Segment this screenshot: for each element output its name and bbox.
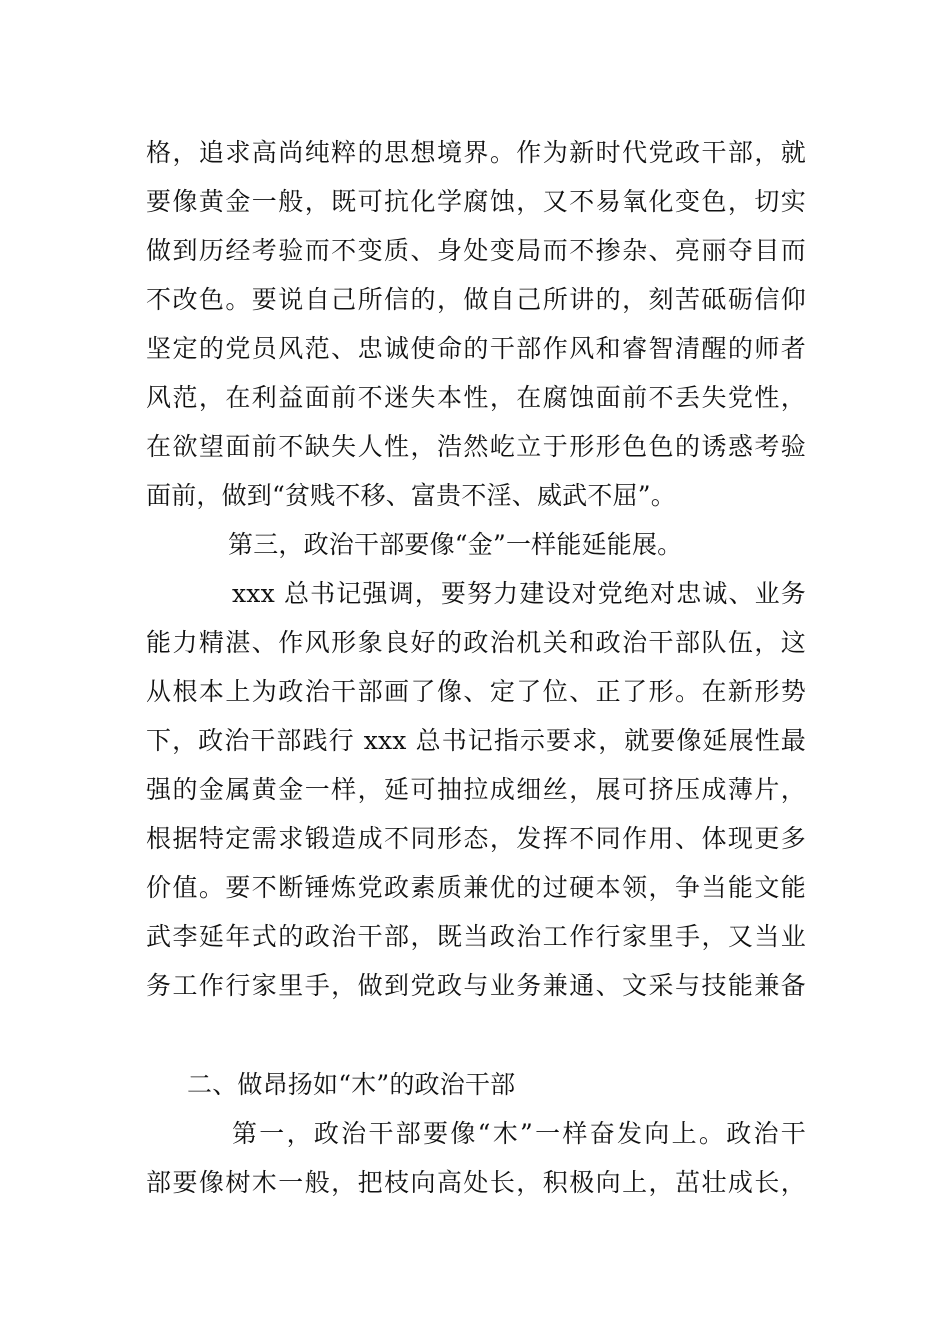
paragraph-line: 部要像树木一般，把枝向高处长，积极向上，茁壮成长， xyxy=(146,1168,806,1197)
paragraph-line: 要像黄金一般，既可抗化学腐蚀，又不易氧化变色，切实 xyxy=(146,187,806,216)
paragraph-line: 能力精湛、作风形象良好的政治机关和政治干部队伍，这 xyxy=(146,628,806,657)
paragraph-line: 下，政治干部践行 xxx 总书记指示要求，就要像延展性最 xyxy=(146,726,806,755)
paragraph-line: 务工作行家里手，做到党政与业务兼通、文采与技能兼备 xyxy=(146,971,806,1000)
paragraph-line: 格，追求高尚纯粹的思想境界。作为新时代党政干部，就 xyxy=(146,138,806,167)
paragraph-line: xxx 总书记强调，要努力建设对党绝对忠诚、业务 xyxy=(232,579,806,608)
section-heading: 二、做昂扬如“木”的政治干部 xyxy=(187,1070,516,1099)
paragraph-line: 价值。要不断锤炼党政素质兼优的过硬本领，争当能文能 xyxy=(146,873,806,902)
paragraph-line: 强的金属黄金一样，延可抽拉成细丝，展可挤压成薄片， xyxy=(146,775,806,804)
paragraph-line: 做到历经考验而不变质、身处变局而不掺杂、亮丽夺目而 xyxy=(146,236,806,265)
paragraph-line: 根据特定需求锻造成不同形态，发挥不同作用、体现更多 xyxy=(146,824,806,853)
paragraph-line: 第一，政治干部要像“木”一样奋发向上。政治干 xyxy=(232,1119,806,1148)
paragraph-line: 在欲望面前不缺失人性，浩然屹立于形形色色的诱惑考验 xyxy=(146,432,806,461)
section-subheading: 第三，政治干部要像“金”一样能延能展。 xyxy=(228,530,683,559)
paragraph-line: 从根本上为政治干部画了像、定了位、正了形。在新形势 xyxy=(146,677,806,706)
paragraph-line: 风范，在利益面前不迷失本性，在腐蚀面前不丢失党性， xyxy=(146,383,806,412)
paragraph-line: 坚定的党员风范、忠诚使命的干部作风和睿智清醒的师者 xyxy=(146,334,806,363)
paragraph-line: 武李延年式的政治干部，既当政治工作行家里手，又当业 xyxy=(146,922,806,951)
paragraph-line: 面前，做到“贫贱不移、富贵不淫、威武不屈”。 xyxy=(146,481,676,510)
paragraph-line: 不改色。要说自己所信的，做自己所讲的，刻苦砥砺信仰 xyxy=(146,285,806,314)
